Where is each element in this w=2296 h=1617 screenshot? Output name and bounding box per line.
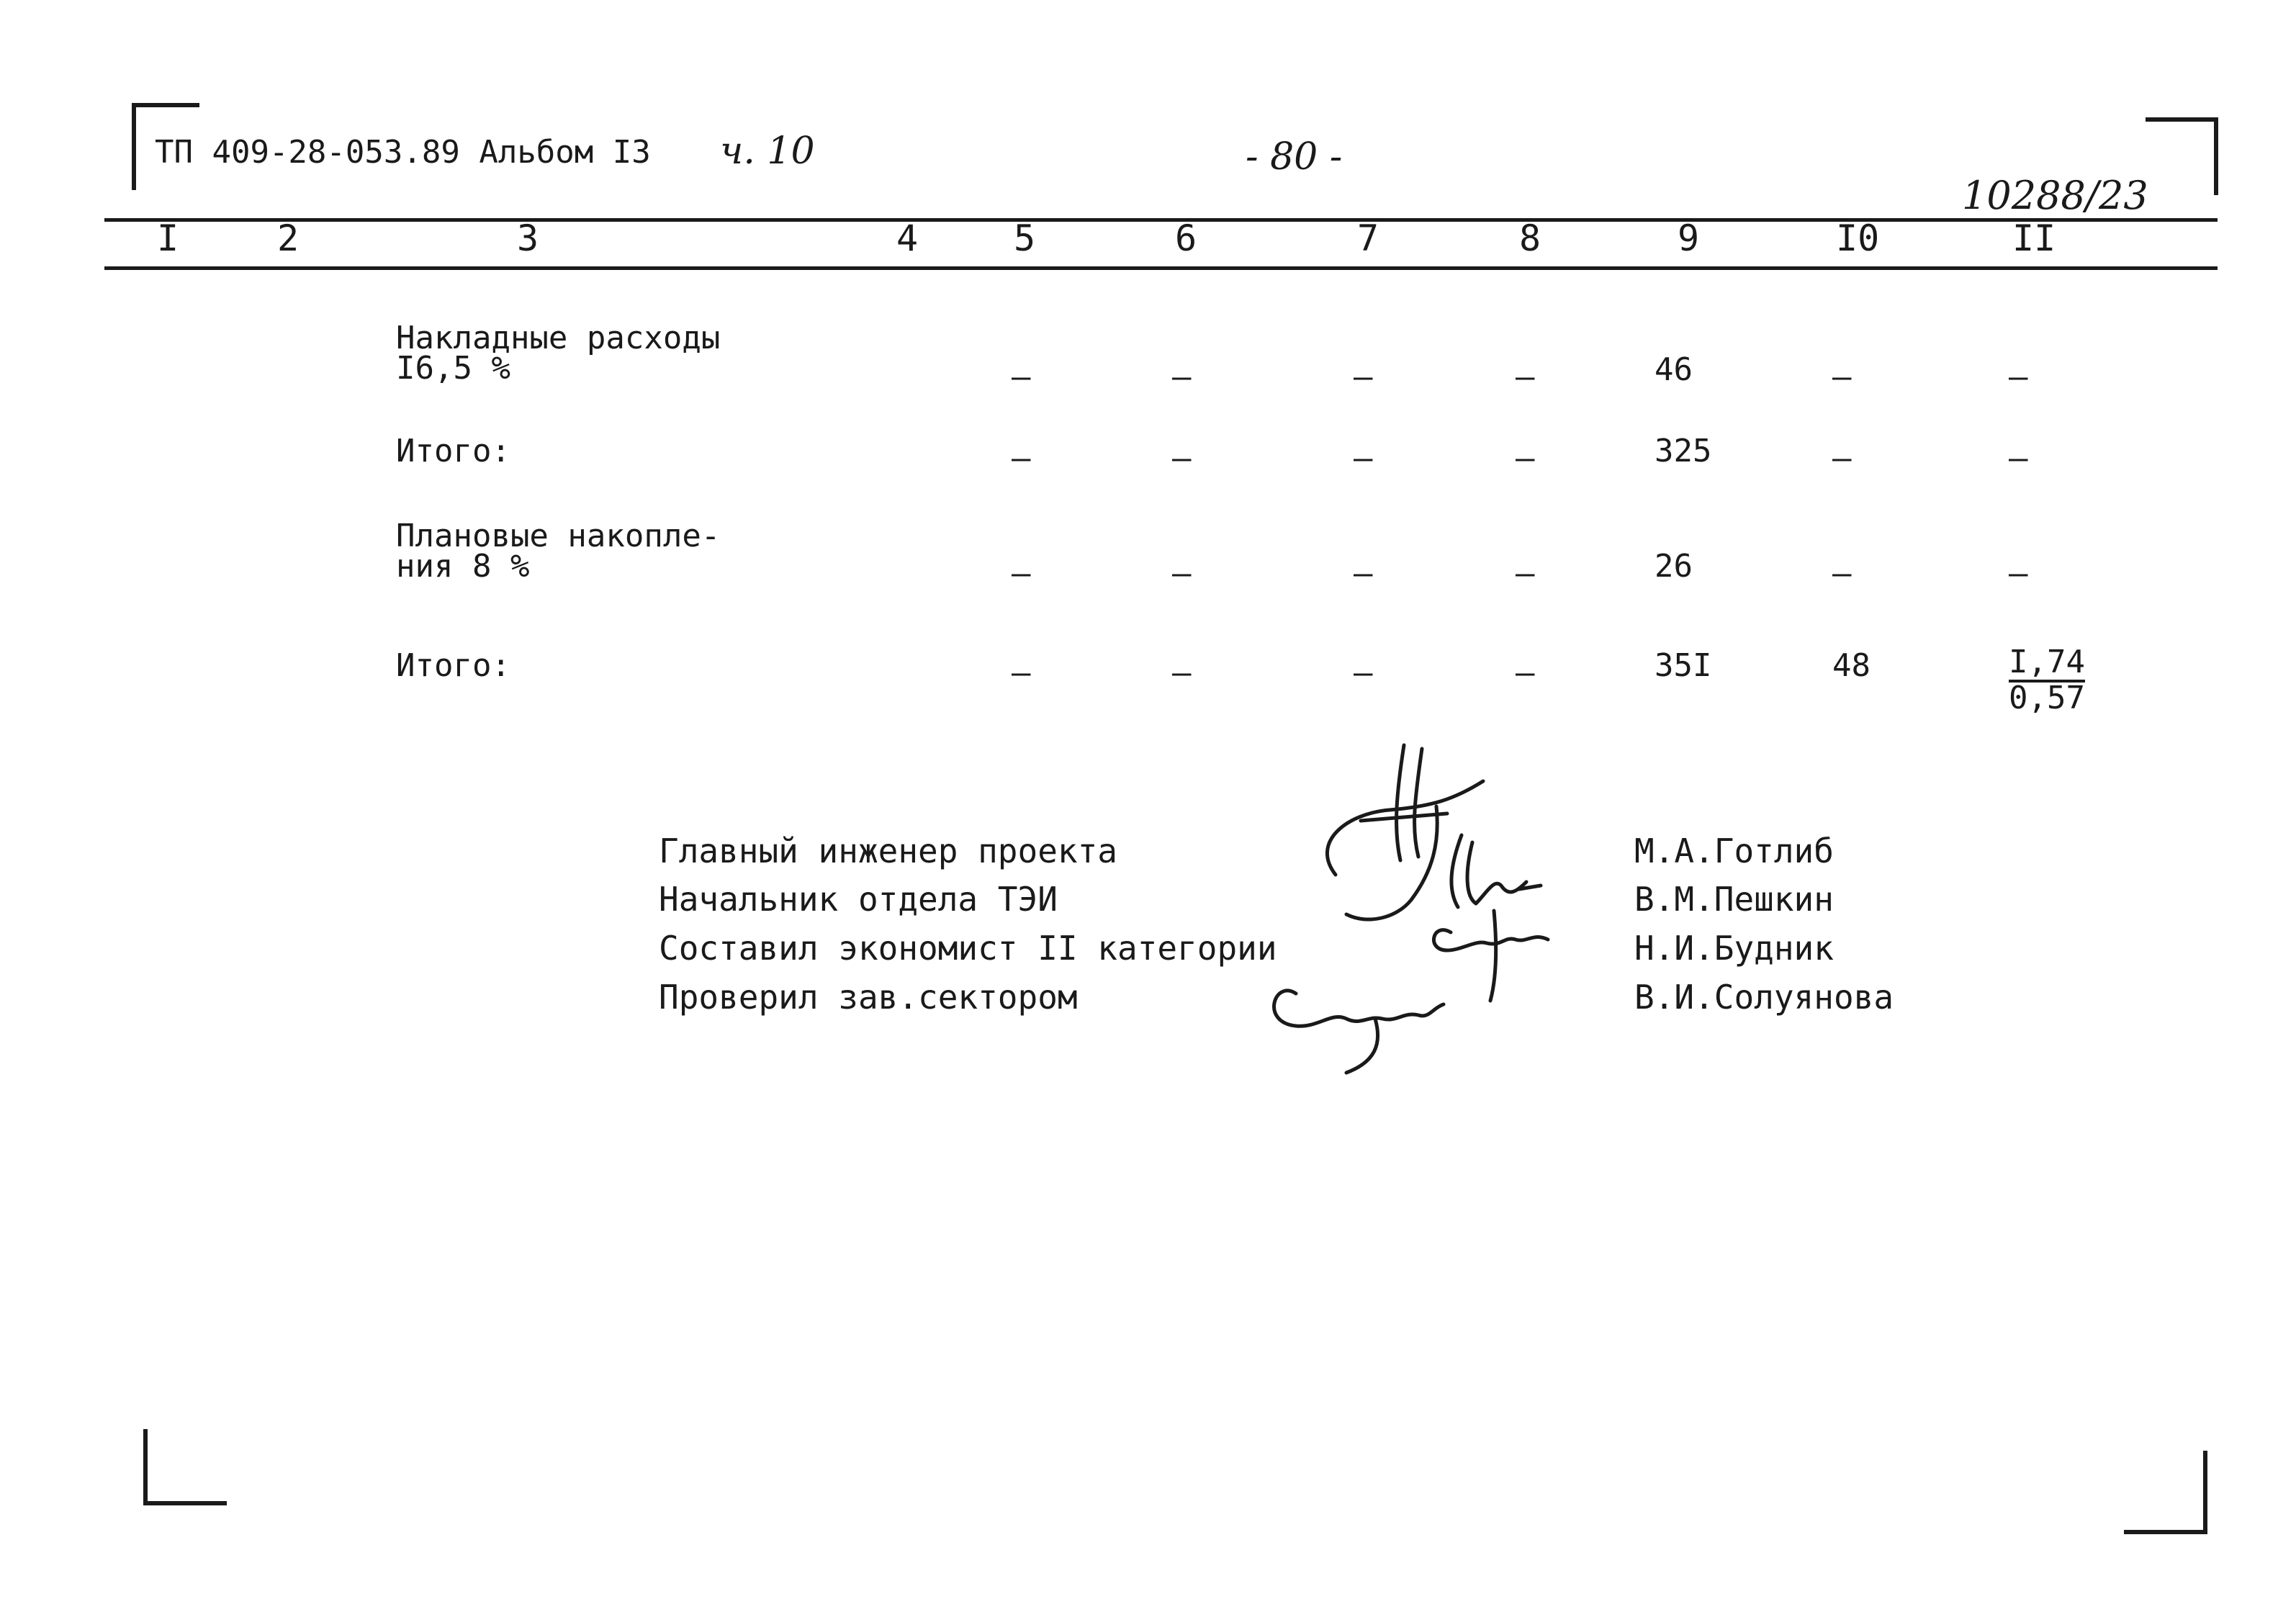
cell-col10: – xyxy=(1832,555,1852,592)
page-number: - 80 - xyxy=(1246,135,1343,179)
cell-col11: – xyxy=(2009,555,2028,592)
cell-col10: – xyxy=(1832,359,1852,395)
cell-col9: 35I xyxy=(1655,647,1712,684)
cell-col7: – xyxy=(1354,359,1373,395)
cell-col7: – xyxy=(1354,440,1373,477)
handwritten-signatures xyxy=(1267,734,1627,1094)
cell-col9: 46 xyxy=(1655,351,1693,388)
signature-role: Составил экономист II категории xyxy=(659,929,1277,968)
cell-col5: – xyxy=(1012,440,1031,477)
column-number: 5 xyxy=(1014,217,1036,259)
row-label-continued: I6,5 % xyxy=(396,350,510,387)
row-label: Итого: xyxy=(396,647,510,684)
cell-col5: – xyxy=(1012,359,1031,395)
cell-col6: – xyxy=(1172,440,1192,477)
cell-col7: – xyxy=(1354,654,1373,691)
row-label-continued: ния 8 % xyxy=(396,548,530,585)
fraction-numerator: I,74 xyxy=(2009,647,2085,683)
row-label: Плановые накопле- xyxy=(396,518,721,554)
cell-col9: 325 xyxy=(1655,433,1712,469)
column-number: 9 xyxy=(1678,217,1700,259)
cell-col8: – xyxy=(1516,440,1535,477)
column-number: 8 xyxy=(1519,217,1541,259)
cell-col6: – xyxy=(1172,555,1192,592)
cell-col11: – xyxy=(2009,359,2028,395)
cell-col6: – xyxy=(1172,359,1192,395)
signature-role: Главный инженер проекта xyxy=(659,832,1117,870)
part-number: ч. 10 xyxy=(720,130,815,173)
cell-col11: – xyxy=(2009,440,2028,477)
signature-name: Н.И.Будник xyxy=(1634,929,1834,968)
cell-col8: – xyxy=(1516,555,1535,592)
archive-number: 10288/23 xyxy=(1962,173,2148,218)
corner-mark-bottom-left xyxy=(143,1429,227,1505)
signature-name: М.А.Готлиб xyxy=(1634,832,1834,870)
fraction-cell-col11 xyxy=(2009,644,2085,716)
document-code: ТП 409-28-053.89 Альбом I3 xyxy=(155,134,651,171)
signature-role: Проверил зав.сектором xyxy=(659,978,1078,1017)
column-number: 2 xyxy=(277,217,300,259)
signature-name: В.М.Пешкин xyxy=(1634,880,1834,919)
column-number: 6 xyxy=(1175,217,1197,259)
cell-col7: – xyxy=(1354,555,1373,592)
signature-role: Начальник отдела ТЭИ xyxy=(659,880,1058,919)
column-number: I0 xyxy=(1836,217,1880,259)
cell-col6: – xyxy=(1172,654,1192,691)
cell-col5: – xyxy=(1012,654,1031,691)
table-header-top-rule xyxy=(104,218,2218,222)
column-number: 4 xyxy=(896,217,919,259)
cell-col10: 48 xyxy=(1832,647,1870,684)
cell-col8: – xyxy=(1516,359,1535,395)
row-label: Итого: xyxy=(396,433,510,469)
corner-mark-bottom-right xyxy=(2124,1451,2207,1534)
column-number: 3 xyxy=(517,217,539,259)
column-number: II xyxy=(2012,217,2056,259)
cell-col8: – xyxy=(1516,654,1535,691)
cell-col9: 26 xyxy=(1655,548,1693,585)
column-number: I xyxy=(157,217,179,259)
signature-name: В.И.Солуянова xyxy=(1634,978,1894,1017)
row-label: Накладные расходы xyxy=(396,320,721,356)
cell-col5: – xyxy=(1012,555,1031,592)
corner-mark-top-right xyxy=(2146,117,2218,195)
column-number: 7 xyxy=(1357,217,1379,259)
table-header-bottom-rule xyxy=(104,266,2218,270)
fraction-denominator: 0,57 xyxy=(2009,680,2085,716)
cell-col10: – xyxy=(1832,440,1852,477)
